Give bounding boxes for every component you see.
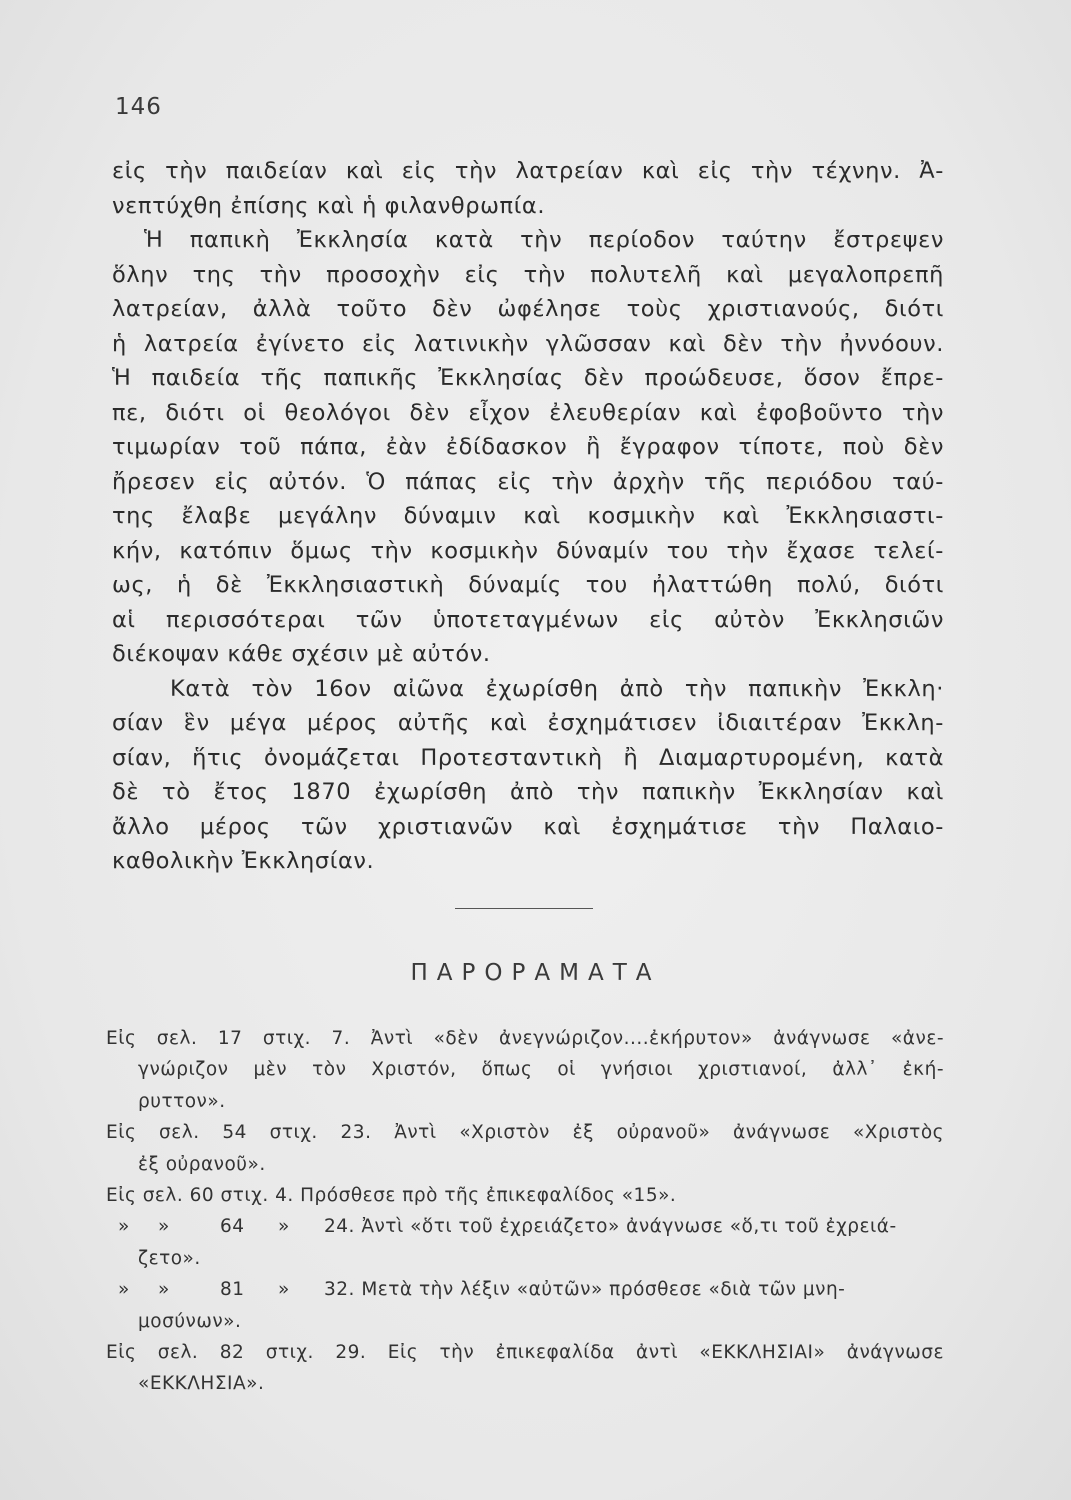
errata-line: Εἰς σελ. 54 στιχ. 23. Ἀντὶ «Χριστὸν ἐξ οὐρανοῦ» ἀνάγνωσε «Χριστὸς [106,1122,944,1144]
text-line: ὅλην της τὴν προσοχὴν εἰς τὴν πολυτελῆ καὶ μεγαλοπρεπῆ [112,261,944,288]
errata-line: γνώριζον μὲν τὸν Χριστόν, ὅπως οἱ γνήσιοι χριστιανοί, ἀλλ᾽ ἐκή- [138,1059,944,1081]
page-number: 146 [115,94,162,120]
errata-correction: Μετὰ τὴν λέξιν «αὐτῶν» πρόσθεσε «διὰ τῶν μνη- [361,1279,846,1301]
text-line: ως, ἡ δὲ Ἐκκλησιαστικὴ δύναμίς του ἠλαττώθη πολύ, διότι [112,572,944,598]
text-line: δὲ τὸ ἔτος 1870 ἐχωρίσθη ἀπὸ τὴν παπικὴν Ἐκκλησίαν καὶ [112,779,944,805]
text-line: Κατὰ τὸν 16ον αἰῶνα ἐχωρίσθη ἀπὸ τὴν παπικὴν Ἐκκλη· [170,675,944,702]
errata-ditto-row [106,1274,944,1305]
ditto-mark: » [278,1279,290,1301]
section-divider [455,908,593,909]
ditto-mark: » [278,1216,290,1238]
ditto-mark: » [118,1216,130,1238]
text-line: ἡ λατρεία ἐγίνετο εἰς λατινικὴν γλῶσσαν καὶ δὲν τὴν ἠννόουν. [112,330,944,357]
errata-heading: ΠΑΡΟΡΑΜΑΤΑ [410,960,661,986]
text-line: Ἡ παπικὴ Ἐκκλησία κατὰ τὴν περίοδον ταύτην ἔστρεψεν [144,227,944,253]
ditto-mark: » [158,1216,170,1238]
errata-list [106,1023,944,1400]
text-line: σίαν, ἥτις ὀνομάζεται Προτεσταντικὴ ἢ Διαμαρτυρομένη, κατὰ [112,744,944,771]
text-line: ἄλλο μέρος τῶν χριστιανῶν καὶ ἐσχημάτισε τὴν Παλαιο- [112,813,944,840]
errata-ditto-row [106,1211,944,1242]
text-line: κήν, κατόπιν ὅμως τὴν κοσμικὴν δύναμίν του τὴν ἔχασε τελεί- [112,537,944,564]
errata-line: Εἰς σελ. 82 στιχ. 29. Εἰς τὴν ἐπικεφαλίδα ἀντὶ «ΕΚΚΛΗΣΙΑΙ» ἀνάγνωσε [106,1341,944,1363]
text-line: Ἡ παιδεία τῆς παπικῆς Ἐκκλησίας δὲν προώδευσε, ὅσον ἔπρε- [112,365,944,391]
text-line: διέκοψαν κάθε σχέσιν μὲ αὐτόν. [112,641,491,667]
errata-line: Εἰς σελ. 60 στιχ. 4. Πρόσθεσε πρὸ τῆς ἐπικεφαλίδος «15». [106,1184,677,1206]
ditto-mark: » [118,1279,130,1301]
text-line: της ἔλαβε μεγάλην δύναμιν καὶ κοσμικὴν καὶ Ἐκκλησιαστι- [112,503,944,529]
errata-line: ἐξ οὐρανοῦ». [138,1153,266,1175]
text-line: καθολικὴν Ἐκκλησίαν. [112,848,375,874]
text-line: τιμωρίαν τοῦ πάπα, ἐὰν ἐδίδασκον ἢ ἔγραφον τίποτε, ποὺ δὲν [112,434,944,460]
text-line: σίαν ἓν μέγα μέρος αὐτῆς καὶ ἐσχημάτισεν ἰδιαιτέραν Ἐκκλη- [112,710,944,736]
errata-page: 81 [220,1279,245,1301]
errata-line-number: 24. [324,1216,355,1238]
main-text [112,154,944,879]
ditto-mark: » [158,1279,170,1301]
errata-line: μοσύνων». [138,1310,242,1332]
text-line: νεπτύχθη ἐπίσης καὶ ἡ φιλανθρωπία. [112,192,546,219]
text-line: πε, διότι οἱ θεολόγοι δὲν εἶχον ἐλευθερίαν καὶ ἐφοβοῦντο τὴν [112,399,944,426]
text-line: ἤρεσεν εἰς αὐτόν. Ὁ πάπας εἰς τὴν ἀρχὴν τῆς περιόδου ταύ- [112,468,944,495]
text-line: αἱ περισσότεραι τῶν ὑποτεταγμένων εἰς αὐτὸν Ἐκκλησιῶν [112,606,944,633]
errata-line: ζετο». [138,1247,201,1269]
errata-line: ρυττον». [138,1090,226,1112]
errata-correction: Ἀντὶ «ὅτι τοῦ ἐχρειάζετο» ἀνάγνωσε «ὅ,τι τοῦ ἐχρειά- [361,1216,897,1238]
errata-line: Εἰς σελ. 17 στιχ. 7. Ἀντὶ «δὲν ἀνεγνώριζον....ἐκήρυτον» ἀνάγνωσε «ἀνε- [106,1028,944,1049]
text-line: εἰς τὴν παιδείαν καὶ εἰς τὴν λατρείαν καὶ εἰς τὴν τέχνην. Ἀ- [112,158,944,184]
text-line: λατρείαν, ἀλλὰ τοῦτο δὲν ὠφέλησε τοὺς χριστιανούς, διότι [112,296,944,322]
errata-line-number: 32. [324,1279,355,1301]
errata-page: 64 [220,1216,245,1238]
errata-line: «ΕΚΚΛΗΣΙΑ». [138,1373,265,1395]
